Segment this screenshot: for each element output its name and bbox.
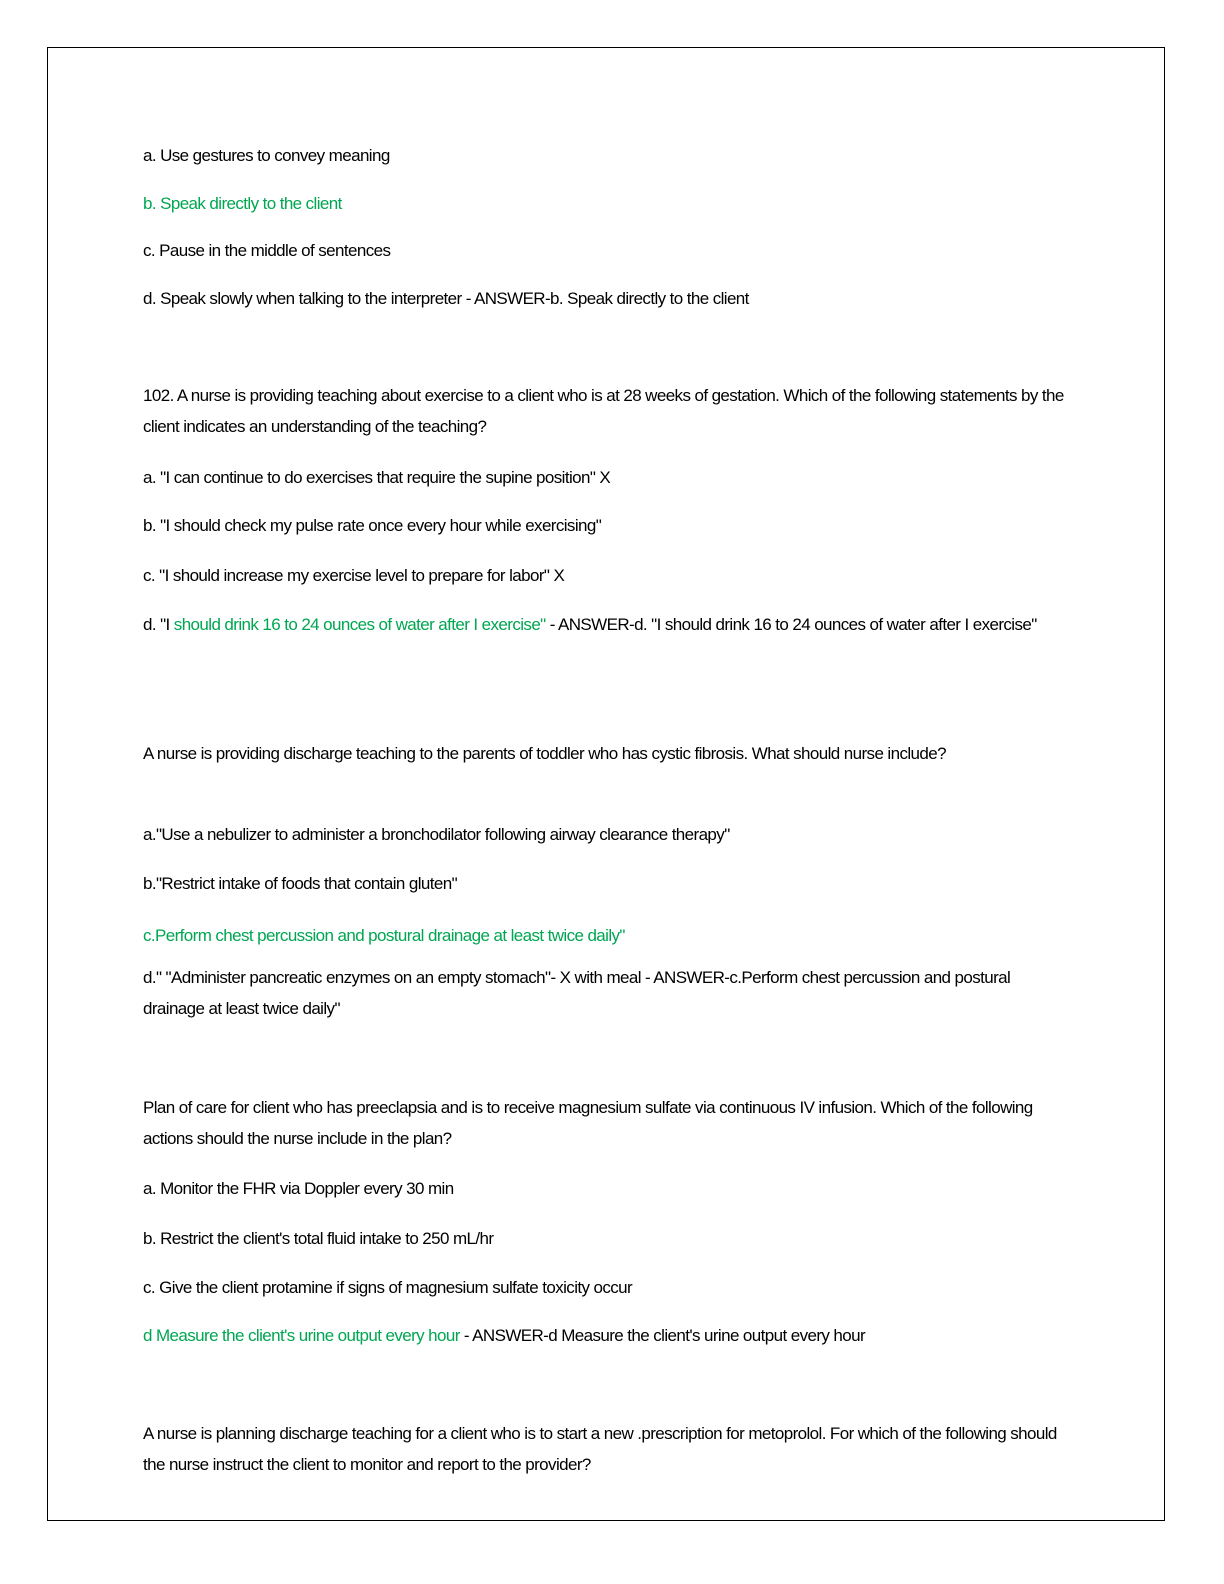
q102-d-correct: should drink 16 to 24 ounces of water after I exercise" — [173, 615, 546, 634]
q105-stem: A nurse is planning discharge teaching for a client who is to start a new .prescription for metoprolol. For which of the following should the nurse instruct the client to monitor and report to the provider? — [143, 1424, 1057, 1474]
q104-option-b: b. Restrict the client's total fluid intake to 250 mL/hr — [143, 1229, 494, 1248]
q103-stem: A nurse is providing discharge teaching to the parents of toddler who has cystic fibrosis. What should nurse include? — [143, 744, 946, 763]
q102-option-d-answer — [143, 609, 1068, 640]
q102-answer: - ANSWER-d. "I should drink 16 to 24 ounces of water after I exercise" — [545, 615, 1037, 634]
q103-option-d-answer: d." "Administer pancreatic enzymes on an empty stomach"- X with meal - ANSWER-c.Perform chest percussion and postural drainage at least twice daily" — [143, 968, 1011, 1018]
q103-option-c-correct: c.Perform chest percussion and postural drainage at least twice daily" — [143, 926, 625, 945]
q104-answer: - ANSWER-d Measure the client's urine output every hour — [459, 1326, 866, 1345]
q104-d-correct: d Measure the client's urine output every hour — [143, 1326, 460, 1345]
q104-option-c: c. Give the client protamine if signs of magnesium sulfate toxicity occur — [143, 1278, 633, 1297]
q102-option-c: c. "I should increase my exercise level to prepare for labor" X — [143, 566, 565, 585]
q102-stem: 102. A nurse is providing teaching about exercise to a client who is at 28 weeks of gestation. Which of the following statements by the client indicates an understanding of the teaching? — [143, 386, 1064, 436]
q101-option-d-answer: d. Speak slowly when talking to the interpreter - ANSWER-b. Speak directly to the client — [143, 289, 749, 308]
q102-option-a: a. "I can continue to do exercises that require the supine position" X — [143, 468, 611, 487]
q104-stem: Plan of care for client who has preeclapsia and is to receive magnesium sulfate via continuous IV infusion. Which of the following actions should the nurse include in the plan? — [143, 1098, 1033, 1148]
q104-option-a: a. Monitor the FHR via Doppler every 30 min — [143, 1179, 454, 1198]
q101-option-c: c. Pause in the middle of sentences — [143, 241, 391, 260]
q101-option-a: a. Use gestures to convey meaning — [143, 146, 390, 165]
q103-option-a: a."Use a nebulizer to administer a bronchodilator following airway clearance therapy" — [143, 825, 730, 844]
q102-d-prefix: d. "I — [143, 615, 174, 634]
q102-option-b: b. "I should check my pulse rate once every hour while exercising" — [143, 516, 602, 535]
q103-option-b: b."Restrict intake of foods that contain gluten" — [143, 874, 458, 893]
q104-option-d-answer — [143, 1320, 1068, 1351]
q101-option-b-correct: b. Speak directly to the client — [143, 194, 342, 213]
